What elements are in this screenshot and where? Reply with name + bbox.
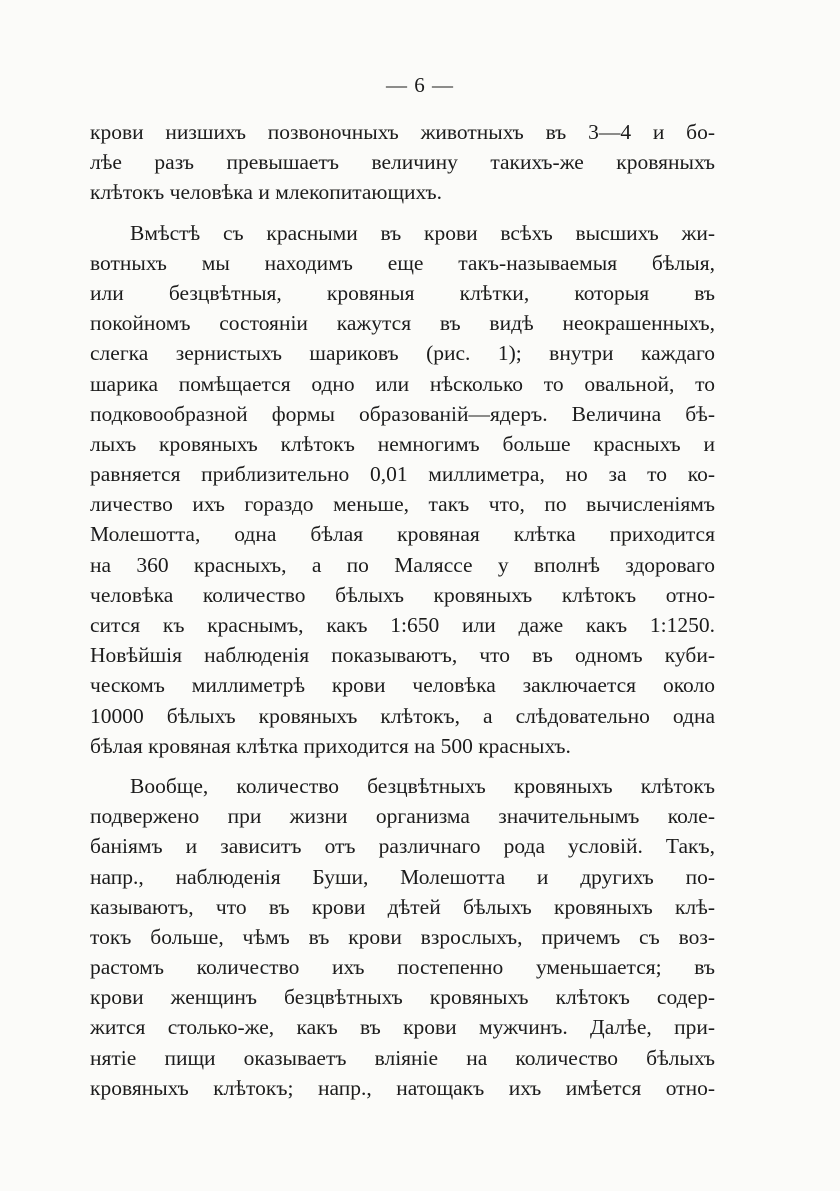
page-number: — 6 — <box>386 73 454 97</box>
text-line: напр., наблюденія Буши, Молешотта и другихъ по- <box>90 864 715 889</box>
text-line: слегка зернистыхъ шариковъ (рис. 1); внутри каждаго <box>90 341 715 366</box>
text-line: Вообще, количество безцвѣтныхъ кровяныхъ клѣтокъ <box>130 773 715 798</box>
text-line: лыхъ кровяныхъ клѣтокъ немногимъ больше красныхъ и <box>90 431 715 456</box>
text-line: крови низшихъ позвоночныхъ животныхъ въ 3—4 и бо- <box>90 120 715 144</box>
text-line: ческомъ миллиметрѣ крови человѣка заключается около <box>90 673 715 698</box>
paragraph <box>90 218 715 761</box>
text-line: кровяныхъ клѣтокъ; напр., натощакъ ихъ имѣется отно- <box>90 1075 715 1100</box>
text-line: клѣтокъ человѣка и млекопитающихъ. <box>90 180 442 205</box>
text-line: равняется приблизительно 0,01 миллиметра, но за то ко- <box>90 462 715 487</box>
text-line: сится къ краснымъ, какъ 1:650 или даже какъ 1:1250. <box>90 613 715 637</box>
text-line: 10000 бѣлыхъ кровяныхъ клѣтокъ, а слѣдовательно одна <box>90 703 715 728</box>
text-line: лѣе разъ превышаетъ величину такихъ-же кровяныхъ <box>90 150 715 175</box>
text-line: шарика помѣщается одно или нѣсколько то овальной, то <box>90 371 715 396</box>
text-line: баніямъ и зависитъ отъ различнаго рода условій. Такъ, <box>90 834 715 859</box>
text-line: крови женщинъ безцвѣтныхъ кровяныхъ клѣтокъ содер- <box>90 985 715 1010</box>
paragraph <box>90 117 715 208</box>
text-line: человѣка количество бѣлыхъ кровяныхъ клѣтокъ отно- <box>90 582 715 607</box>
text-line: вотныхъ мы находимъ еще такъ-называемыя бѣлыя, <box>90 250 715 275</box>
text-line: казываютъ, что въ крови дѣтей бѣлыхъ кровяныхъ клѣ- <box>90 894 715 919</box>
text-line: растомъ количество ихъ постепенно уменьшается; въ <box>90 955 715 980</box>
body-text <box>90 117 715 1103</box>
text-line: жится столько-же, какъ въ крови мужчинъ. Далѣе, при- <box>90 1015 715 1040</box>
text-line: Новѣйшія наблюденія показываютъ, что въ одномъ куби- <box>90 643 715 668</box>
text-line: нятіе пищи оказываетъ вліяніе на количество бѣлыхъ <box>90 1045 715 1070</box>
text-line: подковообразной формы образованій—ядеръ. Величина бѣ- <box>90 401 715 426</box>
text-line: на 360 красныхъ, а по Маляссе у вполнѣ здороваго <box>90 552 715 577</box>
text-line: Молешотта, одна бѣлая кровяная клѣтка приходится <box>90 522 715 547</box>
text-line: личество ихъ гораздо меньше, такъ что, по вычисленіямъ <box>90 492 715 517</box>
text-line: токъ больше, чѣмъ въ крови взрослыхъ, причемъ съ воз- <box>90 924 715 949</box>
text-line: подвержено при жизни организма значительнымъ коле- <box>90 804 715 829</box>
text-line: покойномъ состояніи кажутся въ видѣ неокрашенныхъ, <box>90 311 715 336</box>
text-line: бѣлая кровяная клѣтка приходится на 500 красныхъ. <box>90 733 571 758</box>
paragraph <box>90 771 715 1103</box>
text-line: Вмѣстѣ съ красными въ крови всѣхъ высшихъ жи- <box>130 220 715 245</box>
text-line: или безцвѣтныя, кровяныя клѣтки, которыя въ <box>90 280 715 305</box>
